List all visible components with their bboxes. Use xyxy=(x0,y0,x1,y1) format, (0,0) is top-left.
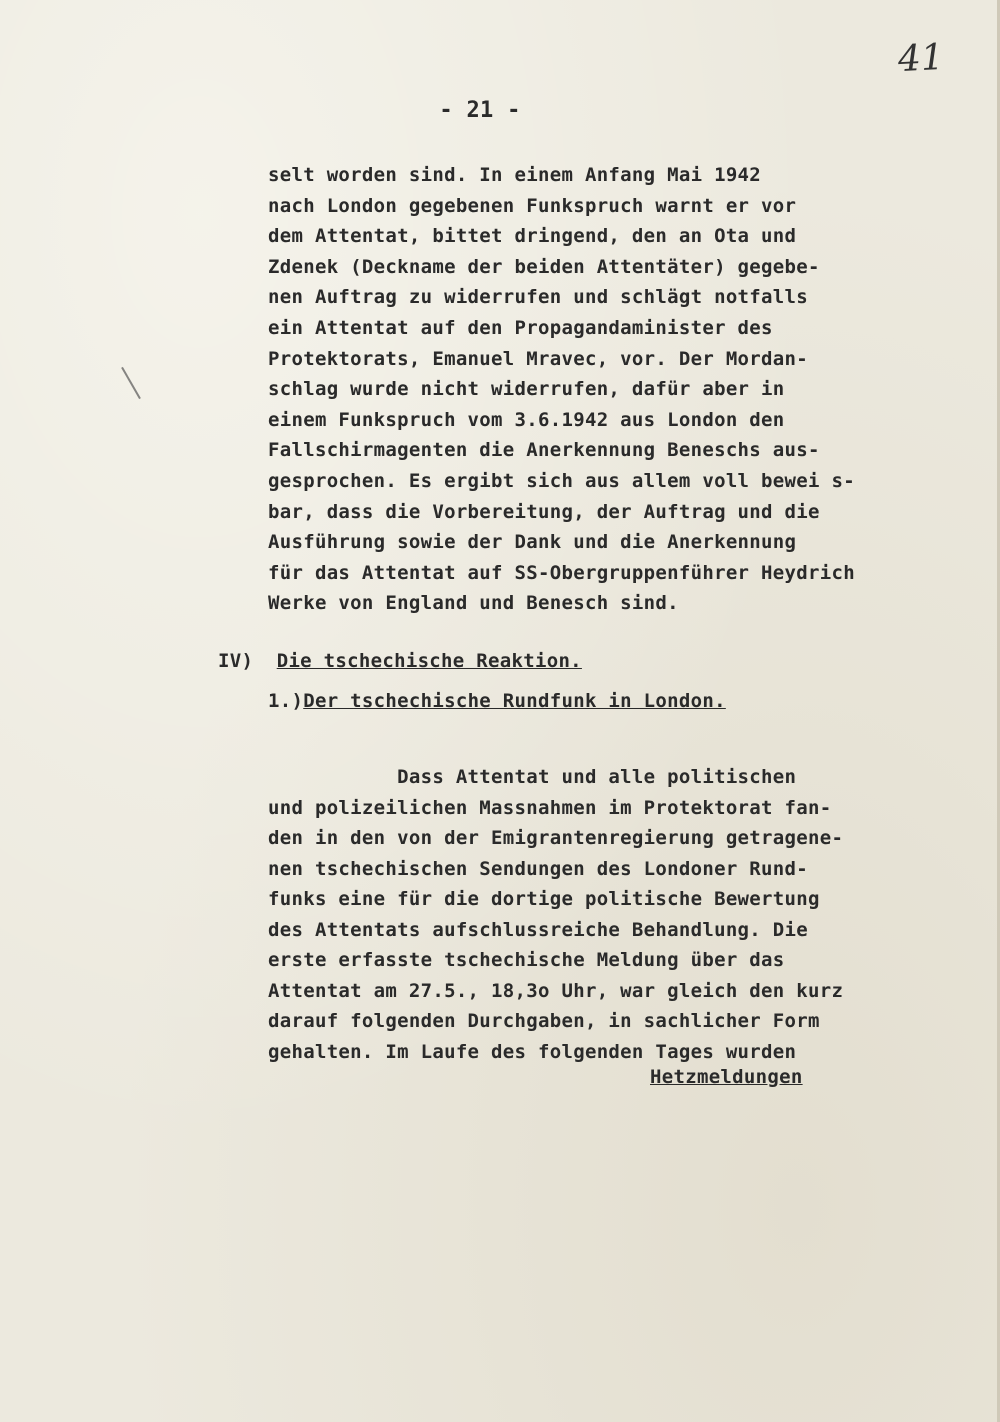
text-line: nen tschechischen Sendungen des Londoner Rund- xyxy=(268,857,808,880)
text-line: funks eine für die dortige politische Bewertung xyxy=(268,888,820,910)
text-line: Protektorats, Emanuel Mravec, vor. Der Mordan- xyxy=(268,347,808,370)
text-line: schlag wurde nicht widerrufen, dafür aber in xyxy=(268,378,785,401)
text-line: Ausführung sowie der Dank und die Anerkennung xyxy=(268,531,797,554)
text-line: selt worden sind. In einem Anfang Mai 1942 xyxy=(268,164,762,186)
paragraph-continuation xyxy=(268,160,908,619)
page-number: - 21 - xyxy=(439,98,521,123)
section-heading xyxy=(218,650,582,672)
catchword: Hetzmeldungen xyxy=(650,1066,803,1088)
subsection-number: 1.) xyxy=(268,690,304,712)
section-title: Die tschechische Reaktion. xyxy=(276,650,582,672)
text-line: bar, dass die Vorbereitung, der Auftrag und die xyxy=(268,500,820,523)
paragraph-radio-reaction xyxy=(268,762,908,1067)
text-line: dem Attentat, bittet dringend, den an Ota und xyxy=(268,225,797,248)
subsection-heading xyxy=(268,690,726,712)
text-line: nen Auftrag zu widerrufen und schlägt notfalls xyxy=(268,286,808,309)
text-line: einem Funkspruch vom 3.6.1942 aus London den xyxy=(268,408,785,431)
text-line: für das Attentat auf SS-Obergruppenführer Heydrich xyxy=(268,561,855,584)
text-line: Dass Attentat und alle politischen xyxy=(268,766,797,788)
subsection-title: Der tschechische Rundfunk in London. xyxy=(303,690,726,712)
text-line: Werke von England und Benesch sind. xyxy=(268,592,679,615)
text-line: erste erfasste tschechische Meldung über das xyxy=(268,949,785,971)
text-line: und polizeilichen Massnahmen im Protektorat fan- xyxy=(268,796,832,819)
text-line: nach London gegebenen Funkspruch warnt er vor xyxy=(268,194,797,217)
text-line: gesprochen. Es ergibt sich aus allem voll bewei s- xyxy=(268,469,855,492)
text-line: ein Attentat auf den Propagandaminister des xyxy=(268,316,773,339)
margin-pencil-mark xyxy=(121,367,141,399)
text-line: darauf folgenden Durchgaben, in sachlicher Form xyxy=(268,1010,820,1032)
archive-folio-number: 41 xyxy=(896,36,945,81)
text-line: Attentat am 27.5., 18,3o Uhr, war gleich den kurz xyxy=(268,979,844,1002)
text-line: Zdenek (Deckname der beiden Attentäter) gegebe- xyxy=(268,255,820,278)
section-number: IV) xyxy=(218,650,254,672)
text-line: des Attentats aufschlussreiche Behandlung. Die xyxy=(268,918,808,941)
text-line: gehalten. Im Laufe des folgenden Tages wurden xyxy=(268,1040,797,1063)
text-line: Fallschirmagenten die Anerkennung Beneschs aus- xyxy=(268,439,820,462)
text-line: den in den von der Emigrantenregierung getragene- xyxy=(268,827,844,849)
